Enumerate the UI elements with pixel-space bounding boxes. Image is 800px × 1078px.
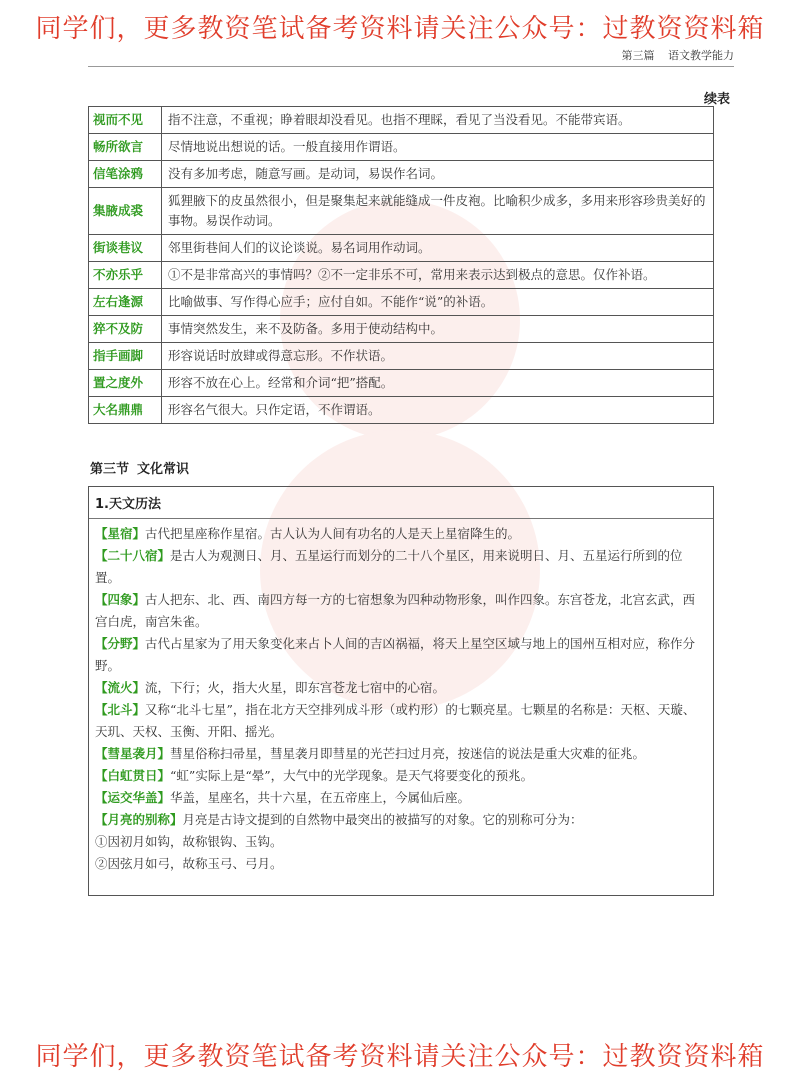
idiom-term: 畅所欲言 bbox=[89, 134, 162, 161]
entry-text: 彗星俗称扫帚星，彗星袭月即彗星的光芒扫过月亮，按迷信的说法是重大灾难的征兆。 bbox=[170, 746, 646, 761]
sub-item: ①因初月如钩，故称银钩、玉钩。 bbox=[95, 834, 283, 849]
list-item: 【白虹贯日】“虹”实际上是“晕”，大气中的光学现象。是天气将要变化的预兆。 bbox=[95, 768, 534, 783]
entry-text: 华盖，星座名，共十六星，在五帝座上，今属仙后座。 bbox=[170, 790, 471, 805]
running-head-title: 语文教学能力 bbox=[668, 49, 734, 62]
table-row bbox=[89, 188, 714, 235]
idiom-term: 集腋成裘 bbox=[89, 188, 162, 235]
section-heading: 文化常识 bbox=[137, 462, 190, 477]
table-row bbox=[89, 262, 714, 289]
idiom-desc: 形容说话时放肆或得意忘形。不作状语。 bbox=[162, 343, 714, 370]
astronomy-box bbox=[88, 486, 714, 896]
idiom-desc: 没有多加考虑，随意写画。是动词，易误作名词。 bbox=[162, 161, 714, 188]
idiom-term: 置之度外 bbox=[89, 370, 162, 397]
entry-term: 彗星袭月 bbox=[107, 746, 158, 761]
list-item: 【流火】流，下行；火，指大火星，即东宫苍龙七宿中的心宿。 bbox=[95, 680, 446, 695]
table-row bbox=[89, 235, 714, 262]
table-row bbox=[89, 316, 714, 343]
idiom-term: 大名鼎鼎 bbox=[89, 397, 162, 424]
entry-term: 二十八宿 bbox=[107, 548, 158, 563]
idiom-desc: 形容名气很大。只作定语，不作谓语。 bbox=[162, 397, 714, 424]
entry-text: 又称“北斗七星”，指在北方天空排列成斗形（或杓形）的七颗亮星。七颗星的名称是：天枢、天璇、天玑、天权、玉衡、开阳、摇光。 bbox=[95, 702, 696, 739]
table-row bbox=[89, 107, 714, 134]
entry-term: 运交华盖 bbox=[107, 790, 158, 805]
entry-text: 古代占星家为了用天象变化来占卜人间的吉凶祸福，将天上星空区域与地上的国州互相对应，称作分野。 bbox=[95, 636, 696, 673]
entry-term: 分野 bbox=[107, 636, 133, 651]
list-item: 【星宿】古代把星座称作星宿。古人认为人间有功名的人是天上星宿降生的。 bbox=[95, 526, 521, 541]
table-row bbox=[89, 397, 714, 424]
idiom-desc: 邻里街巷间人们的议论谈说。易名词用作动词。 bbox=[162, 235, 714, 262]
idiom-term: 猝不及防 bbox=[89, 316, 162, 343]
list-item: 【运交华盖】华盖，星座名，共十六星，在五帝座上，今属仙后座。 bbox=[95, 790, 471, 805]
idiom-desc: ①不是非常高兴的事情吗？②不一定非乐不可，常用来表示达到极点的意思。仅作补语。 bbox=[162, 262, 714, 289]
header-divider bbox=[88, 66, 734, 67]
entry-text: 月亮是古诗文提到的自然物中最突出的被描写的对象。它的别称可分为： bbox=[182, 812, 583, 827]
table-row bbox=[89, 370, 714, 397]
entry-term: 北斗 bbox=[107, 702, 133, 717]
box-title: 1.天文历法 bbox=[89, 487, 713, 519]
entry-text: 古人把东、北、西、南四方每一方的七宿想象为四种动物形象，叫作四象。东宫苍龙，北宫玄武，西宫白虎，南宫朱雀。 bbox=[95, 592, 696, 629]
idiom-term: 信笔涂鸦 bbox=[89, 161, 162, 188]
entry-text: “虹”实际上是“晕”，大气中的光学现象。是天气将要变化的预兆。 bbox=[170, 768, 534, 783]
idiom-term: 不亦乐乎 bbox=[89, 262, 162, 289]
sub-item: ②因弦月如弓，故称玉弓、弓月。 bbox=[95, 856, 283, 871]
idiom-desc: 狐狸腋下的皮虽然很小，但是聚集起来就能缝成一件皮袍。比喻积少成多，多用来形容珍贵美好的事物。易误作动词。 bbox=[162, 188, 714, 235]
entry-term: 流火 bbox=[107, 680, 133, 695]
idiom-table bbox=[88, 106, 714, 424]
entry-text: 流，下行；火，指大火星，即东宫苍龙七宿中的心宿。 bbox=[145, 680, 446, 695]
promo-banner-bottom: 同学们，更多教资笔试备考资料请关注公众号：过教资资料箱 bbox=[35, 1042, 765, 1072]
entry-term: 星宿 bbox=[107, 526, 133, 541]
idiom-term: 指手画脚 bbox=[89, 343, 162, 370]
idiom-desc: 尽情地说出想说的话。一般直接用作谓语。 bbox=[162, 134, 714, 161]
list-item: 【彗星袭月】彗星俗称扫帚星，彗星袭月即彗星的光芒扫过月亮，按迷信的说法是重大灾难的征兆。 bbox=[95, 746, 646, 761]
section-title bbox=[90, 458, 189, 477]
idiom-term: 街谈巷议 bbox=[89, 235, 162, 262]
table-row bbox=[89, 343, 714, 370]
entry-text: 是古人为观测日、月、五星运行而划分的二十八个星区，用来说明日、月、五星运行所到的位置。 bbox=[95, 548, 683, 585]
promo-banner-top: 同学们，更多教资笔试备考资料请关注公众号：过教资资料箱 bbox=[35, 14, 765, 44]
continued-label: 续表 bbox=[703, 92, 730, 107]
idiom-term: 视而不见 bbox=[89, 107, 162, 134]
idiom-desc: 指不注意，不重视；睁着眼却没看见。也指不理睬，看见了当没看见。不能带宾语。 bbox=[162, 107, 714, 134]
list-item: 【月亮的别称】月亮是古诗文提到的自然物中最突出的被描写的对象。它的别称可分为： bbox=[95, 812, 583, 827]
running-head bbox=[612, 47, 735, 63]
table-row bbox=[89, 289, 714, 316]
entry-term: 白虹贯日 bbox=[107, 768, 158, 783]
entry-text: 古代把星座称作星宿。古人认为人间有功名的人是天上星宿降生的。 bbox=[145, 526, 521, 541]
list-item: 【二十八宿】是古人为观测日、月、五星运行而划分的二十八个星区，用来说明日、月、五星运行所到的位置。 bbox=[95, 548, 683, 585]
list-item: 【分野】古代占星家为了用天象变化来占卜人间的吉凶祸福，将天上星空区域与地上的国州互相对应，称作分野。 bbox=[95, 636, 696, 673]
idiom-desc: 形容不放在心上。经常和介词“把”搭配。 bbox=[162, 370, 714, 397]
table-row bbox=[89, 134, 714, 161]
idiom-desc: 比喻做事、写作得心应手；应付自如。不能作“说”的补语。 bbox=[162, 289, 714, 316]
idiom-desc: 事情突然发生，来不及防备。多用于使动结构中。 bbox=[162, 316, 714, 343]
list-item: 【四象】古人把东、北、西、南四方每一方的七宿想象为四种动物形象，叫作四象。东宫苍龙，北宫玄武，西宫白虎，南宫朱雀。 bbox=[95, 592, 696, 629]
running-head-part: 第三篇 bbox=[621, 49, 655, 62]
table-row bbox=[89, 161, 714, 188]
list-item: 【北斗】又称“北斗七星”，指在北方天空排列成斗形（或杓形）的七颗亮星。七颗星的名称是：天枢、天璇、天玑、天权、玉衡、开阳、摇光。 bbox=[95, 702, 696, 739]
entry-list bbox=[89, 519, 713, 879]
entry-term: 月亮的别称 bbox=[107, 812, 171, 827]
idiom-term: 左右逢源 bbox=[89, 289, 162, 316]
entry-term: 四象 bbox=[107, 592, 133, 607]
section-number: 第三节 bbox=[90, 462, 130, 477]
